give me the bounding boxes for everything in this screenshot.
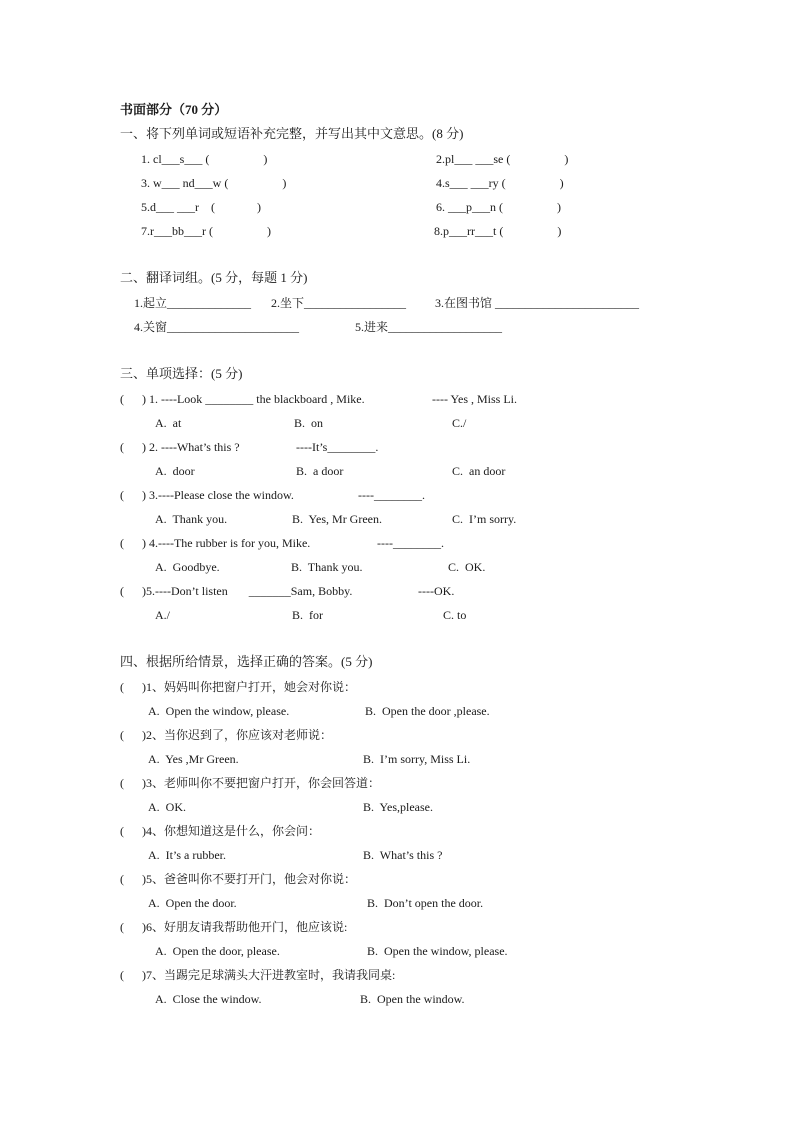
question-stem: ( )3、老师叫你不要把窗户打开，你会回答道： (120, 776, 380, 790)
option-a: A. Thank you. (155, 512, 228, 526)
part2-item: 1.起立______________ (134, 296, 252, 310)
part1-item: 1. cl___s___ ( ) (141, 152, 268, 166)
part1-item: 3. w___ nd___w ( ) (141, 176, 287, 190)
option-b: B. on (294, 416, 324, 430)
option-c: C. an door (452, 464, 506, 478)
page-title: 书面部分（70 分） (120, 102, 228, 117)
question-stem: ( )6、好朋友请我帮助他开门，他应该说: (120, 920, 348, 934)
part1-item: 7.r___bb___r ( ) (141, 224, 271, 238)
question-reply: ----________. (377, 536, 444, 550)
option-b: B. Yes,please. (363, 800, 434, 814)
option-b: B. Open the door ,please. (365, 704, 490, 718)
option-a: A. It’s a rubber. (148, 848, 226, 862)
option-c: C. to (443, 608, 467, 622)
question-stem: ( ) 4.----The rubber is for you, Mike. (120, 536, 311, 550)
option-a: A. at (155, 416, 182, 430)
option-c: C. I’m sorry. (452, 512, 517, 526)
option-b: B. Yes, Mr Green. (292, 512, 382, 526)
question-stem: ( )5.----Don’t listen _______Sam, Bobby. (120, 584, 353, 598)
question-reply: ----________. (358, 488, 425, 502)
part2-item: 4.关窗______________________ (134, 320, 300, 334)
part1-item: 6. ___p___n ( ) (436, 200, 561, 214)
option-b: B. for (292, 608, 323, 622)
option-c: C. OK. (448, 560, 486, 574)
part3-heading: 三、单项选择：(5 分) (120, 366, 243, 381)
option-a: A. Open the window, please. (148, 704, 290, 718)
question-stem: ( )2、当你迟到了，你应该对老师说： (120, 728, 332, 742)
option-b: B. a door (296, 464, 344, 478)
question-stem: ( )7、当踢完足球满头大汗进教室时，我请我同桌: (120, 968, 396, 982)
option-a: A./ (155, 608, 170, 622)
option-b: B. Don’t open the door. (367, 896, 484, 910)
question-stem: ( )5、爸爸叫你不要打开门，他会对你说： (120, 872, 356, 886)
part2-heading: 二、翻译词组。(5 分，每题 1 分) (120, 270, 308, 285)
question-stem: ( ) 2. ----What’s this ? (120, 440, 240, 454)
part2-item: 5.进来___________________ (355, 320, 503, 334)
question-reply: ----OK. (418, 584, 455, 598)
option-b: B. Thank you. (291, 560, 363, 574)
option-a: A. OK. (148, 800, 186, 814)
option-c: C./ (452, 416, 467, 430)
option-a: A. Yes ,Mr Green. (148, 752, 239, 766)
option-a: A. Close the window. (155, 992, 262, 1006)
question-reply: ----It’s________. (296, 440, 379, 454)
part2-item: 2.坐下_________________ (271, 296, 407, 310)
option-b: B. Open the window, please. (367, 944, 508, 958)
option-a: A. door (155, 464, 195, 478)
question-stem: ( ) 3.----Please close the window. (120, 488, 294, 502)
part4-heading: 四、根据所给情景，选择正确的答案。(5 分) (120, 654, 373, 669)
part1-item: 2.pl___ ___se ( ) (436, 152, 569, 166)
part1-heading: 一、将下列单词或短语补充完整，并写出其中文意思。(8 分) (120, 126, 464, 141)
option-a: A. Open the door. (148, 896, 237, 910)
part1-item: 5.d___ ___r ( ) (141, 200, 261, 214)
part1-item: 4.s___ ___ry ( ) (436, 176, 564, 190)
option-b: B. Open the window. (360, 992, 465, 1006)
option-b: B. What’s this ? (363, 848, 443, 862)
part1-item: 8.p___rr___t ( ) (434, 224, 562, 238)
question-stem: ( ) 1. ----Look ________ the blackboard , Mike. (120, 392, 365, 406)
question-stem: ( )1、妈妈叫你把窗户打开，她会对你说： (120, 680, 356, 694)
question-reply: ---- Yes , Miss Li. (432, 392, 518, 406)
option-a: A. Open the door, please. (155, 944, 280, 958)
part2-item: 3.在图书馆 ________________________ (435, 296, 640, 310)
option-b: B. I’m sorry, Miss Li. (363, 752, 471, 766)
option-a: A. Goodbye. (155, 560, 220, 574)
question-stem: ( )4、你想知道这是什么，你会问： (120, 824, 320, 838)
